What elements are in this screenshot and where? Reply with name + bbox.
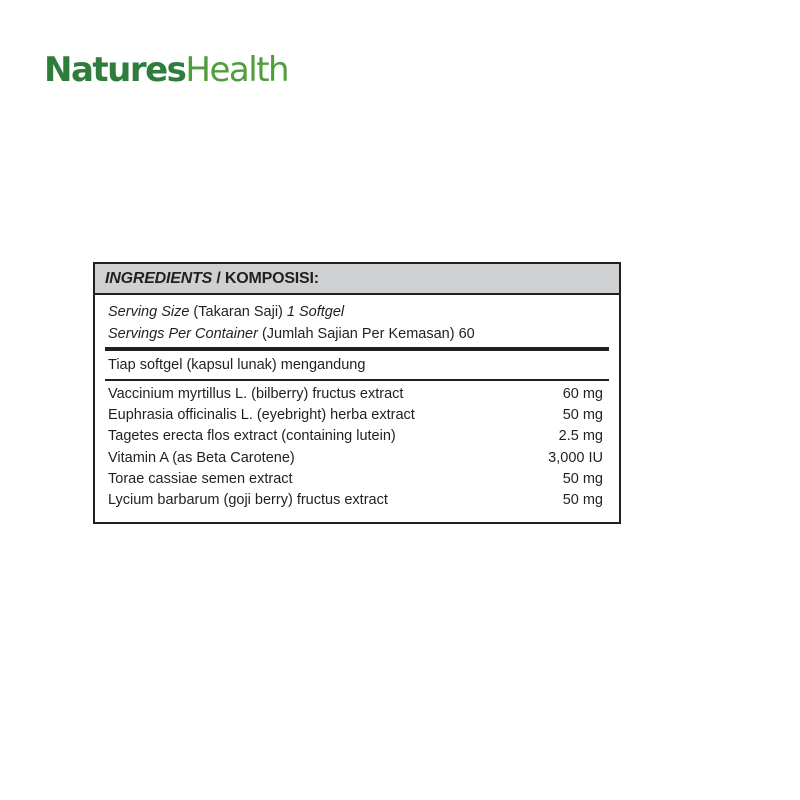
ingredient-name: Vaccinium myrtillus L. (bilberry) fructus extract <box>108 386 404 402</box>
ingredient-row <box>108 405 609 426</box>
serving-size-label: Serving Size <box>108 304 190 320</box>
serving-size-line <box>108 301 619 323</box>
ingredient-row <box>108 426 609 447</box>
ingredients-header <box>95 264 619 295</box>
ingredient-name: Tagetes erecta flos extract (containing lutein) <box>108 428 396 445</box>
ingredient-row <box>108 490 609 511</box>
ingredient-row <box>108 448 609 469</box>
serving-size-value: 1 Softgel <box>286 304 345 320</box>
ingredient-amount: 50 mg <box>562 407 603 424</box>
per-softgel-text: Tiap softgel (kapsul lunak) mengandung <box>108 357 366 373</box>
servings-per-container-local: (Jumlah Sajian Per Kemasan) 60 <box>257 326 475 342</box>
serving-size-local: (Takaran Saji) <box>189 304 287 320</box>
ingredient-list <box>95 381 619 511</box>
ingredient-name: Vitamin A (as Beta Carotene) <box>108 449 295 466</box>
brand-word-health: Health <box>185 50 289 90</box>
servings-per-container-label: Servings Per Container <box>108 326 258 342</box>
ingredient-amount: 50 mg <box>562 470 603 487</box>
brand-word-natures: Natures <box>44 50 186 90</box>
ingredient-row <box>108 469 609 490</box>
ingredients-header-title: INGREDIENTS <box>105 269 213 287</box>
ingredient-name: Lycium barbarum (goji berry) fructus extract <box>108 491 388 508</box>
ingredient-name: Torae cassiae semen extract <box>108 470 293 487</box>
brand-logo <box>44 50 288 90</box>
servings-per-container-line <box>108 323 619 345</box>
ingredient-amount: 2.5 mg <box>558 428 603 445</box>
ingredients-header-local: / KOMPOSISI: <box>212 269 319 287</box>
ingredient-row <box>108 384 609 405</box>
ingredients-panel <box>93 262 621 524</box>
ingredient-name: Euphrasia officinalis L. (eyebright) herba extract <box>108 407 415 424</box>
serving-info <box>95 295 619 347</box>
ingredient-amount: 3,000 IU <box>548 449 603 466</box>
ingredient-amount: 50 mg <box>562 491 603 508</box>
ingredient-amount: 60 mg <box>562 386 603 402</box>
